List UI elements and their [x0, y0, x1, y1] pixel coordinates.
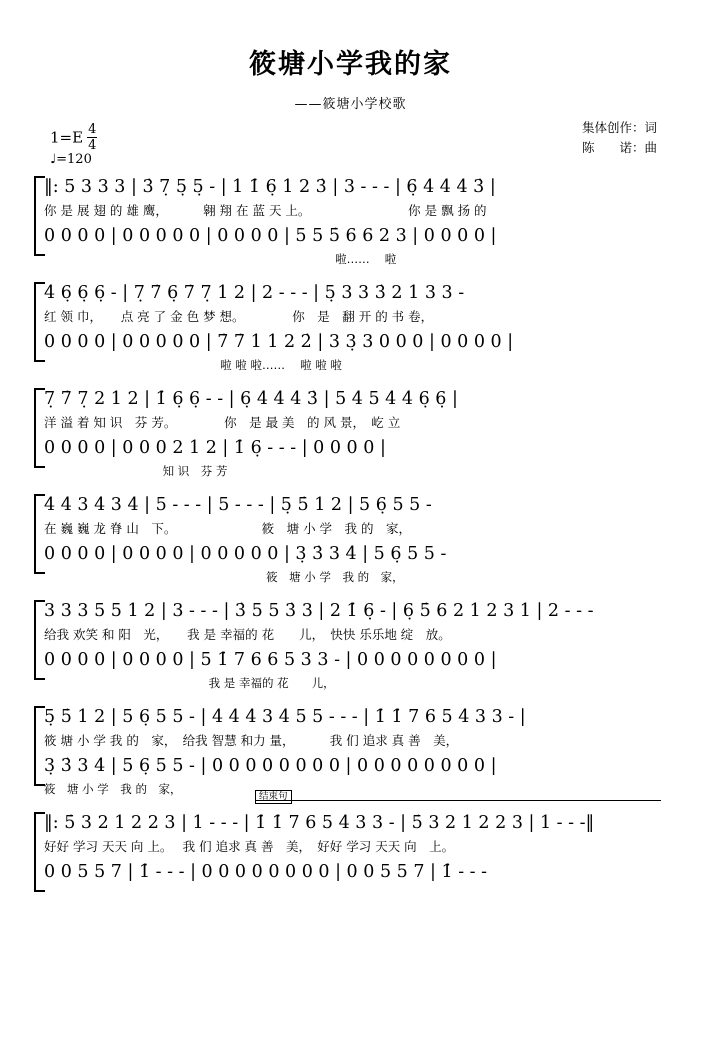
score-system-7: [0, 791, 701, 906]
lyrics-line: 你 是 展 翅 的 雄 鹰， 翱 翔 在 蓝 天 上。 你 是 飘 扬 的: [44, 203, 487, 218]
harmony-lyrics-line: [44, 885, 665, 906]
score-meta: [0, 118, 701, 174]
key-signature-label: 1=E: [50, 128, 84, 147]
melody-line: 5̣ 5̇ 1 2 | 5 6̣ 5 5 - | 4 4 4 3 4 5 5 - - - | 1̇ 1̇ 7 6 5 4̇ 3 3 - |: [44, 707, 526, 727]
lyrics-line: 红 领 巾， 点 亮 了 金 色 梦 想。 你 是 翻 开 的 书 卷，: [44, 309, 434, 324]
harmony-line: 0 0 0 0 | 0 0 0 2 1 2 | 1̇ 6̣ - - - | 0 0 0 0 |: [44, 438, 386, 458]
melody-line: 4 4̇ 3 4 3 4 | 5 - - - | 5 - - - | 5̣ 5̇ 1 2 | 5 6̣ 5 5 -: [44, 495, 432, 515]
page-title: 筱塘小学我的家: [249, 49, 452, 80]
tempo-marking: ♩=120: [50, 152, 92, 167]
harmony-lyrics-line: 筱 塘 小 学 我 的 家，: [44, 570, 404, 584]
melody-line: 3 3 3 5 5 1 2 | 3 - - - | 3̇ 5 5 3̇ 3 | 2 1̇ 6̣ - | 6̣ 5̇ 6 2 1 2 3 1 | 2 - - -: [44, 601, 594, 621]
lyrics-line: 筱 塘 小 学 我 的 家， 给我 智慧 和力 量， 我 们 追求 真 善 美，: [44, 733, 459, 748]
time-signature: [87, 123, 97, 152]
harmony-line: 0 0 0 0 | 0 0 0 0 | 5 1̇ 7 6 6 5 3 3 - | 0 0 0 0 0 0 0 0 |: [44, 650, 497, 670]
credits: [582, 118, 657, 158]
harmony-line: 3̣ 3̇ 3 4 | 5 6̣ 5 5 - | 0 0 0 0 0 0 0 0 | 0 0 0 0 0 0 0 0 |: [44, 756, 497, 776]
score-system-2: [0, 280, 701, 376]
melody-line: ‖: 5̇ 3 2 1 2 2 3 | 1 - - - | 1̇ 1̇ 7 6 5 4̇ 3 3 - | 5̇ 3 2 1 2 2 3 | 1 - - -‖: [44, 813, 595, 833]
page-subtitle: ——筱塘小学校歌: [294, 97, 407, 112]
harmony-line: 0 0 0 0 | 0 0 0 0 0 | 7̇ 7̇ 1 1 2 2̇ | 3 3̣ 3 0 0 0 | 0 0 0 0 |: [44, 332, 514, 352]
phrase-label-ending: 结束句: [255, 790, 292, 804]
key-signature: [50, 124, 97, 153]
harmony-lyrics-line: 我 是 幸福的 花 儿，: [44, 676, 335, 690]
harmony-lyrics-line: 筱 塘 小 学 我 的 家，: [44, 782, 182, 796]
credit-composer: 陈 诺：曲: [581, 140, 657, 155]
melody-line: 4 6̣ 6̣ 6̣ - | 7̣ 7̇ 6̣ 7̇ 7̣ 1 2 | 2 - - - | 5̣ 3 3 3̇ 2 1 3 3 -: [44, 283, 465, 303]
time-signature-denominator: 4: [88, 138, 97, 153]
harmony-lyrics-line: 啦…… 啦: [44, 252, 397, 266]
score-system-5: [0, 598, 701, 694]
score-system-6: [0, 704, 701, 800]
harmony-line: 0 0 0 0 | 0 0 0 0 0 | 0 0 0 0 | 5 5 5̇ 6 6 2 3 | 0 0 0 0 |: [44, 226, 497, 246]
lyrics-line: 给我 欢笑 和 阳 光， 我 是 幸福的 花 儿， 快快 乐乐地 绽 放。: [44, 627, 451, 642]
score-system-4: [0, 492, 701, 588]
lyrics-line: 洋 溢 着 知 识 芬 芳。 你 是 最 美 的 风 景， 屹 立: [44, 415, 401, 430]
lyrics-line: 在 巍 巍 龙 脊 山 下。 筱 塘 小 学 我 的 家，: [44, 521, 412, 536]
harmony-line: 0 0 0 0 | 0 0 0 0 | 0 0 0 0 0 | 3̣ 3̇ 3 4 | 5 6̣ 5 5 -: [44, 544, 447, 564]
score-system-1: [0, 174, 701, 270]
time-signature-numerator: 4: [88, 122, 97, 137]
phrase-rule: [255, 800, 661, 801]
melody-line: 7̣ 7̇ 7̣ 2 1 2 | 1̇ 6̣ 6̣ - - | 6̣ 4 4 4 3̇ | 5 4 5 4 4 6̣ 6̣ |: [44, 389, 458, 409]
harmony-line: 0 0 5 5 7 | 1̇ - - - | 0 0 0 0 0 0 0 0 | 0 0 5 5 7 | 1̇ - - -: [44, 862, 488, 882]
melody-line: ‖: 5 3 3 3 | 3̇ 7̣ 5̣ 5̣ - | 1 1̇ 6̣ 1 2 3̇ | 3 - - - | 6̣ 4 4 4 3̇ |: [44, 177, 496, 197]
lyrics-line: 好好 学习 天天 向 上。 我 们 追求 真 善 美， 好好 学习 天天 向 上。: [44, 839, 455, 854]
score-system-3: [0, 386, 701, 482]
credit-lyricist: 集体创作：词: [581, 120, 657, 135]
harmony-lyrics-line: 知 识 芬 芳: [44, 464, 228, 478]
harmony-lyrics-line: 啦 啦 啦…… 啦 啦 啦: [44, 358, 342, 372]
